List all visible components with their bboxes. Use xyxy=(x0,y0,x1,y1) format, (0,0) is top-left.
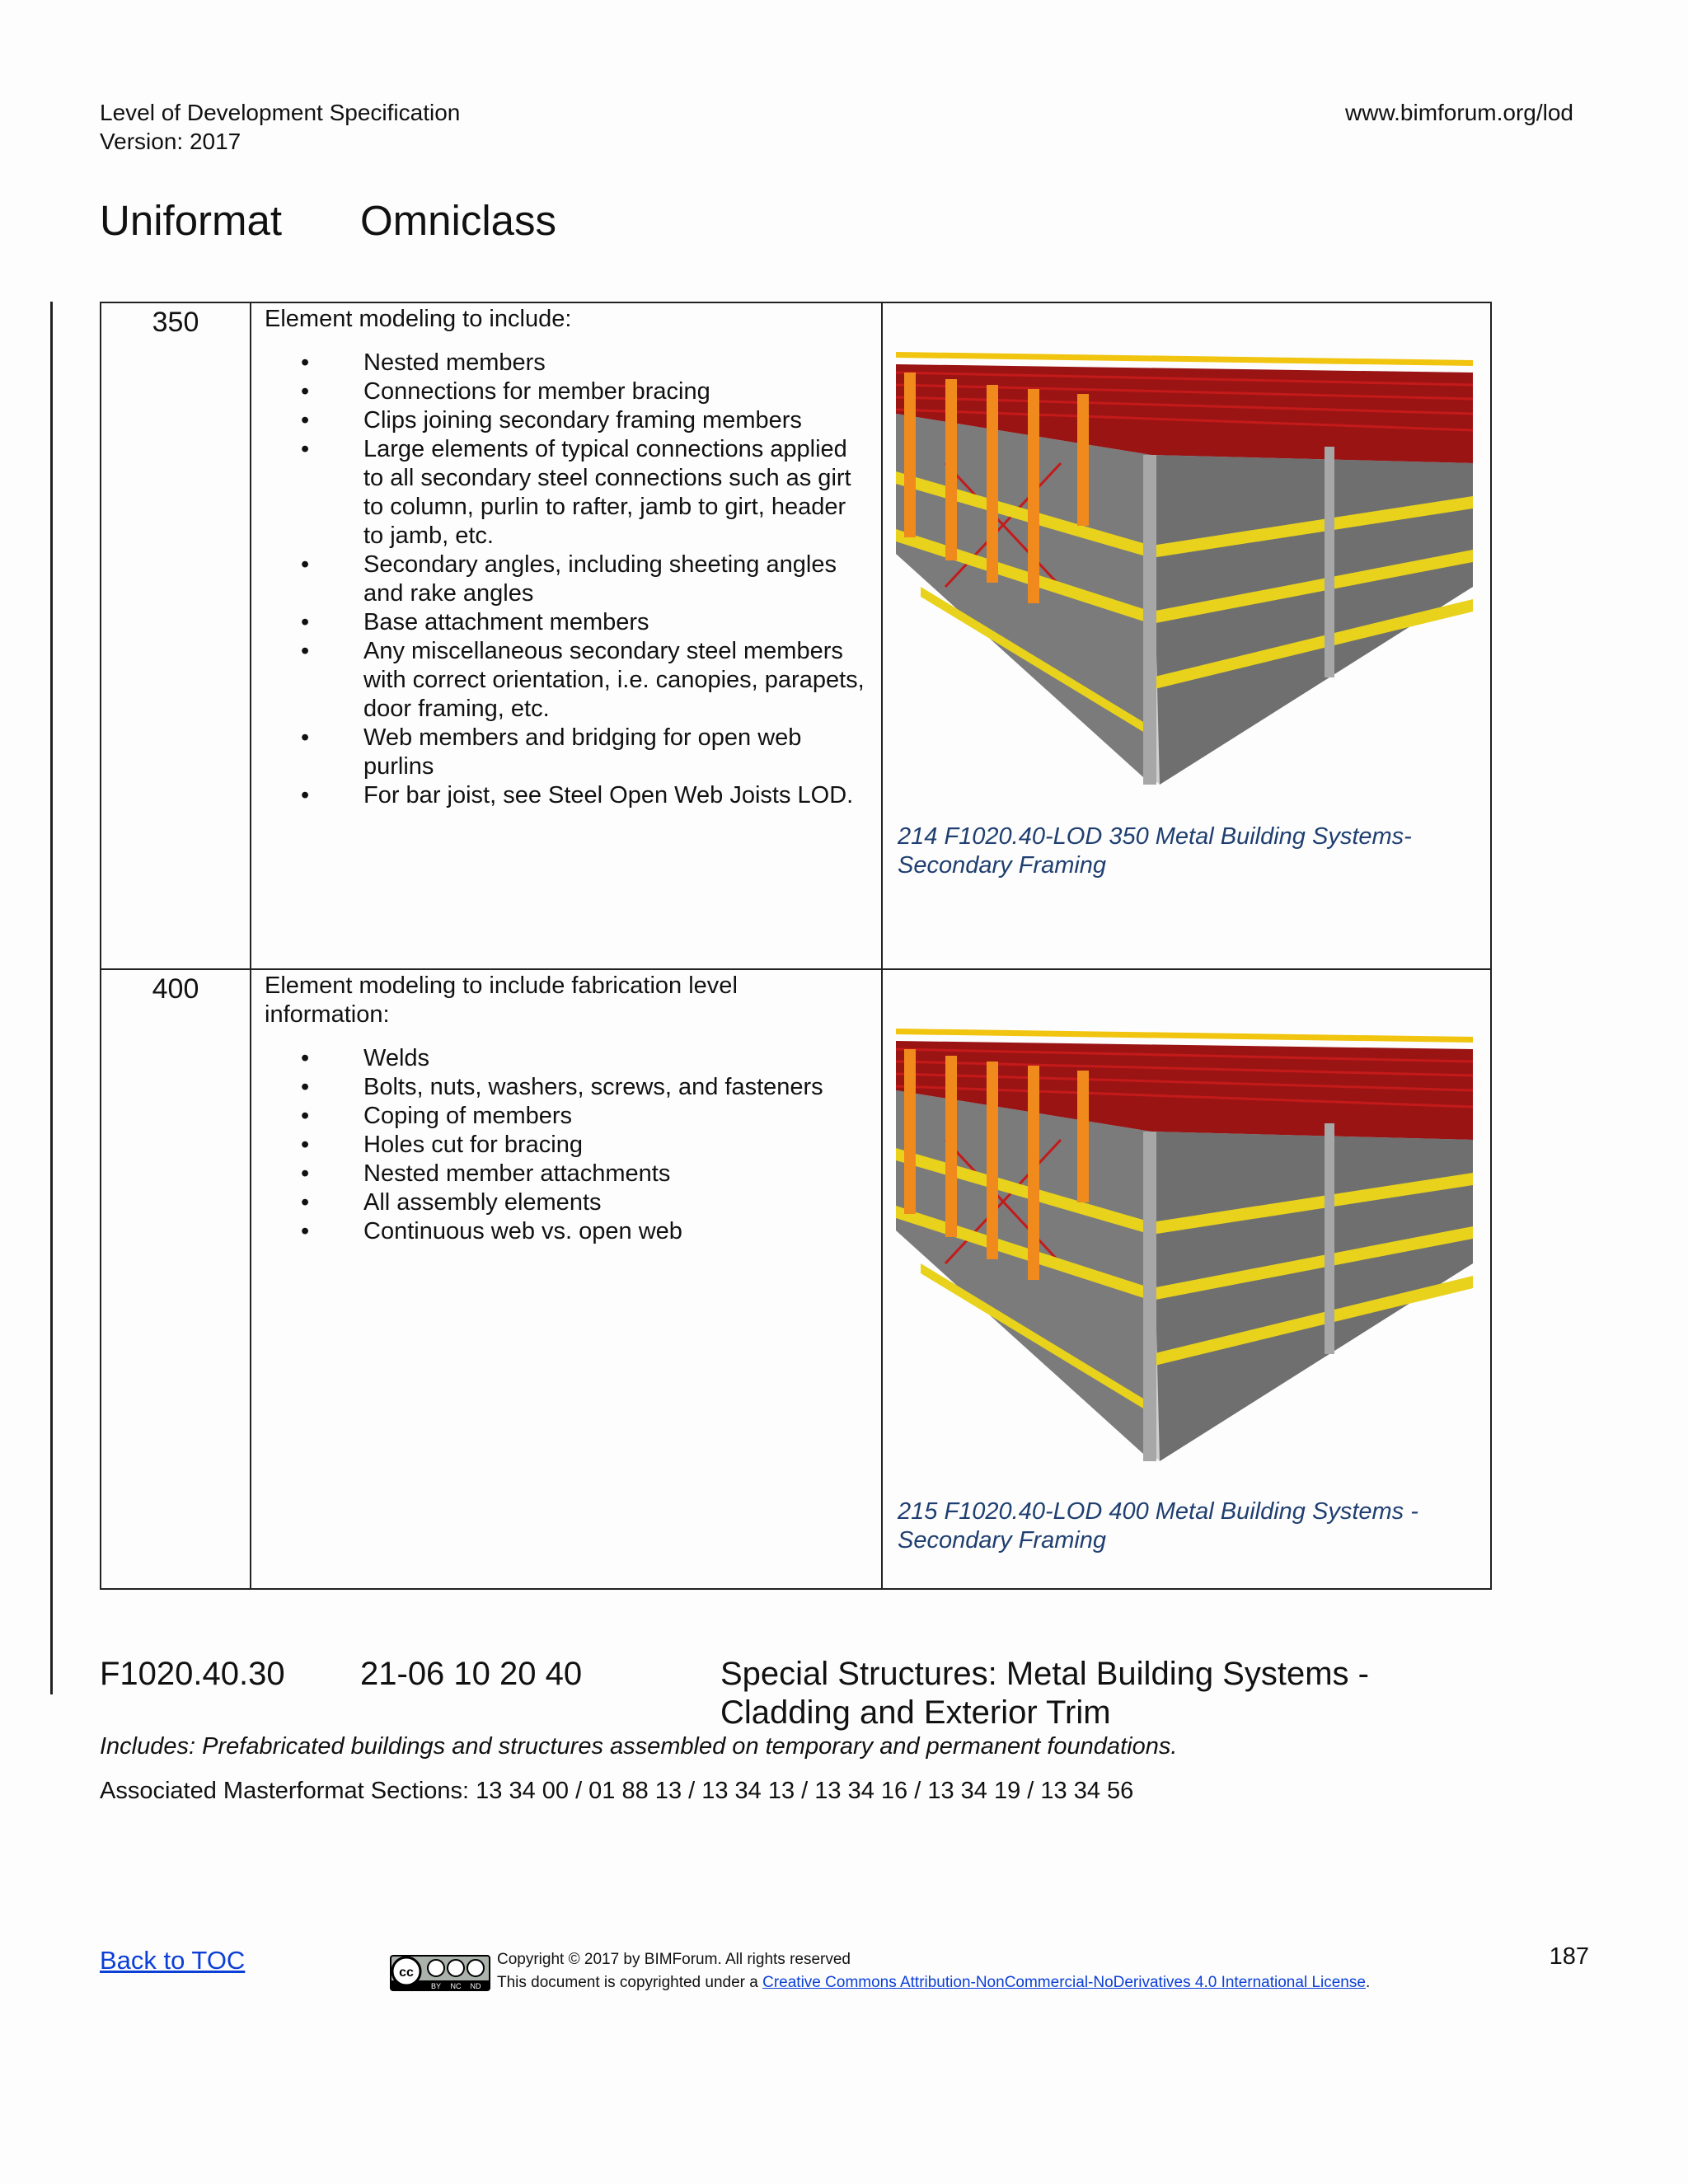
page-number: 187 xyxy=(1549,1943,1589,1970)
section-omniclass-code: 21-06 10 20 40 xyxy=(360,1656,583,1692)
list-item: • Clips joining secondary framing members xyxy=(251,406,866,435)
lod-number: 400 xyxy=(152,973,199,1005)
nc-icon xyxy=(448,1960,464,1976)
lod-number-cell xyxy=(101,302,251,969)
list-item: • Holes cut for bracing xyxy=(251,1131,866,1160)
section-title-line2: Cladding and Exterior Trim xyxy=(720,1694,1111,1731)
includes-note: Includes: Prefabricated buildings and structures assembled on temporary and permanent foundations. xyxy=(100,1733,1178,1760)
cc-license-badge xyxy=(390,1955,490,1991)
lod-description-cell xyxy=(251,302,882,969)
nd-label: ND xyxy=(470,1982,481,1990)
nd-icon xyxy=(467,1960,484,1976)
list-item: • Connections for member bracing xyxy=(251,377,866,406)
omniclass-heading: Omniclass xyxy=(360,197,557,244)
lod-bullet-list xyxy=(251,349,881,810)
list-item: • Any miscellaneous secondary steel members with correct orientation, i.e. canopies, parapets, door framing, etc. xyxy=(251,637,866,724)
lod-description-cell xyxy=(251,969,882,1589)
back-to-toc-link[interactable]: Back to TOC xyxy=(100,1946,246,1975)
section-title-line1: Special Structures: Metal Building Systems - xyxy=(720,1656,1369,1692)
by-label: BY xyxy=(430,1982,442,1990)
list-item: • Coping of members xyxy=(251,1102,866,1131)
list-item: • Web members and bridging for open web purlins xyxy=(251,724,866,781)
lod-number-cell xyxy=(101,969,251,1589)
list-item: • Nested member attachments xyxy=(251,1160,866,1188)
figure-caption: 215 F1020.40-LOD 400 Metal Building Systems - Secondary Framing xyxy=(898,1498,1418,1554)
lod-row-350 xyxy=(101,302,1491,969)
uniformat-heading: Uniformat xyxy=(100,197,283,244)
change-bar xyxy=(50,302,53,1694)
figure-caption: 214 F1020.40-LOD 350 Metal Building Systems-Secondary Framing xyxy=(898,823,1412,879)
lod-row-400 xyxy=(101,969,1491,1589)
list-item: • Nested members xyxy=(251,349,866,377)
lod-image-cell xyxy=(882,302,1491,969)
metal-building-render-350 xyxy=(896,340,1475,798)
header-url: www.bimforum.org/lod xyxy=(1345,100,1573,125)
cc-icon-text: cc xyxy=(399,1966,414,1980)
by-icon xyxy=(428,1960,444,1976)
list-item: • Large elements of typical connections applied to all secondary steel connections such as girt to column, purlin to rafter, jamb to girt, header to jamb, etc. xyxy=(251,435,866,551)
section-uniformat-code: F1020.40.30 xyxy=(100,1656,285,1692)
list-item: • Continuous web vs. open web xyxy=(251,1217,866,1246)
lod-number: 350 xyxy=(152,307,199,338)
copyright-notice: Copyright © 2017 by BIMForum. All rights reserved xyxy=(497,1951,851,1968)
lod-intro: Element modeling to include fabrication level information: xyxy=(265,972,738,1028)
building-model xyxy=(896,352,1473,785)
lod-bullet-list xyxy=(251,1044,881,1246)
list-item: • Base attachment members xyxy=(251,608,866,637)
doc-title: Level of Development Specification xyxy=(100,100,461,125)
metal-building-render-400 xyxy=(896,1016,1475,1474)
list-item: • Secondary angles, including sheeting angles and rake angles xyxy=(251,551,866,608)
lod-table xyxy=(100,302,1492,1590)
list-item: • All assembly elements xyxy=(251,1188,866,1217)
license-prefix: This document is copyrighted under a xyxy=(497,1974,763,1991)
license-notice xyxy=(497,1971,1370,1994)
lod-image-cell xyxy=(882,969,1491,1589)
license-suffix: . xyxy=(1365,1974,1371,1991)
list-item: • For bar joist, see Steel Open Web Joists LOD. xyxy=(251,781,866,810)
lod-intro: Element modeling to include: xyxy=(265,306,572,332)
nc-label: NC xyxy=(450,1982,462,1990)
building-model xyxy=(896,1029,1473,1461)
license-link[interactable]: Creative Commons Attribution-NonCommercial-NoDerivatives 4.0 International License xyxy=(762,1974,1366,1991)
masterformat-sections: Associated Masterformat Sections: 13 34 00 / 01 88 13 / 13 34 13 / 13 34 16 / 13 34 19 / 13 34 56 xyxy=(100,1778,1134,1804)
doc-version: Version: 2017 xyxy=(100,129,241,154)
list-item: • Bolts, nuts, washers, screws, and fasteners xyxy=(251,1073,866,1102)
list-item: • Welds xyxy=(251,1044,866,1073)
